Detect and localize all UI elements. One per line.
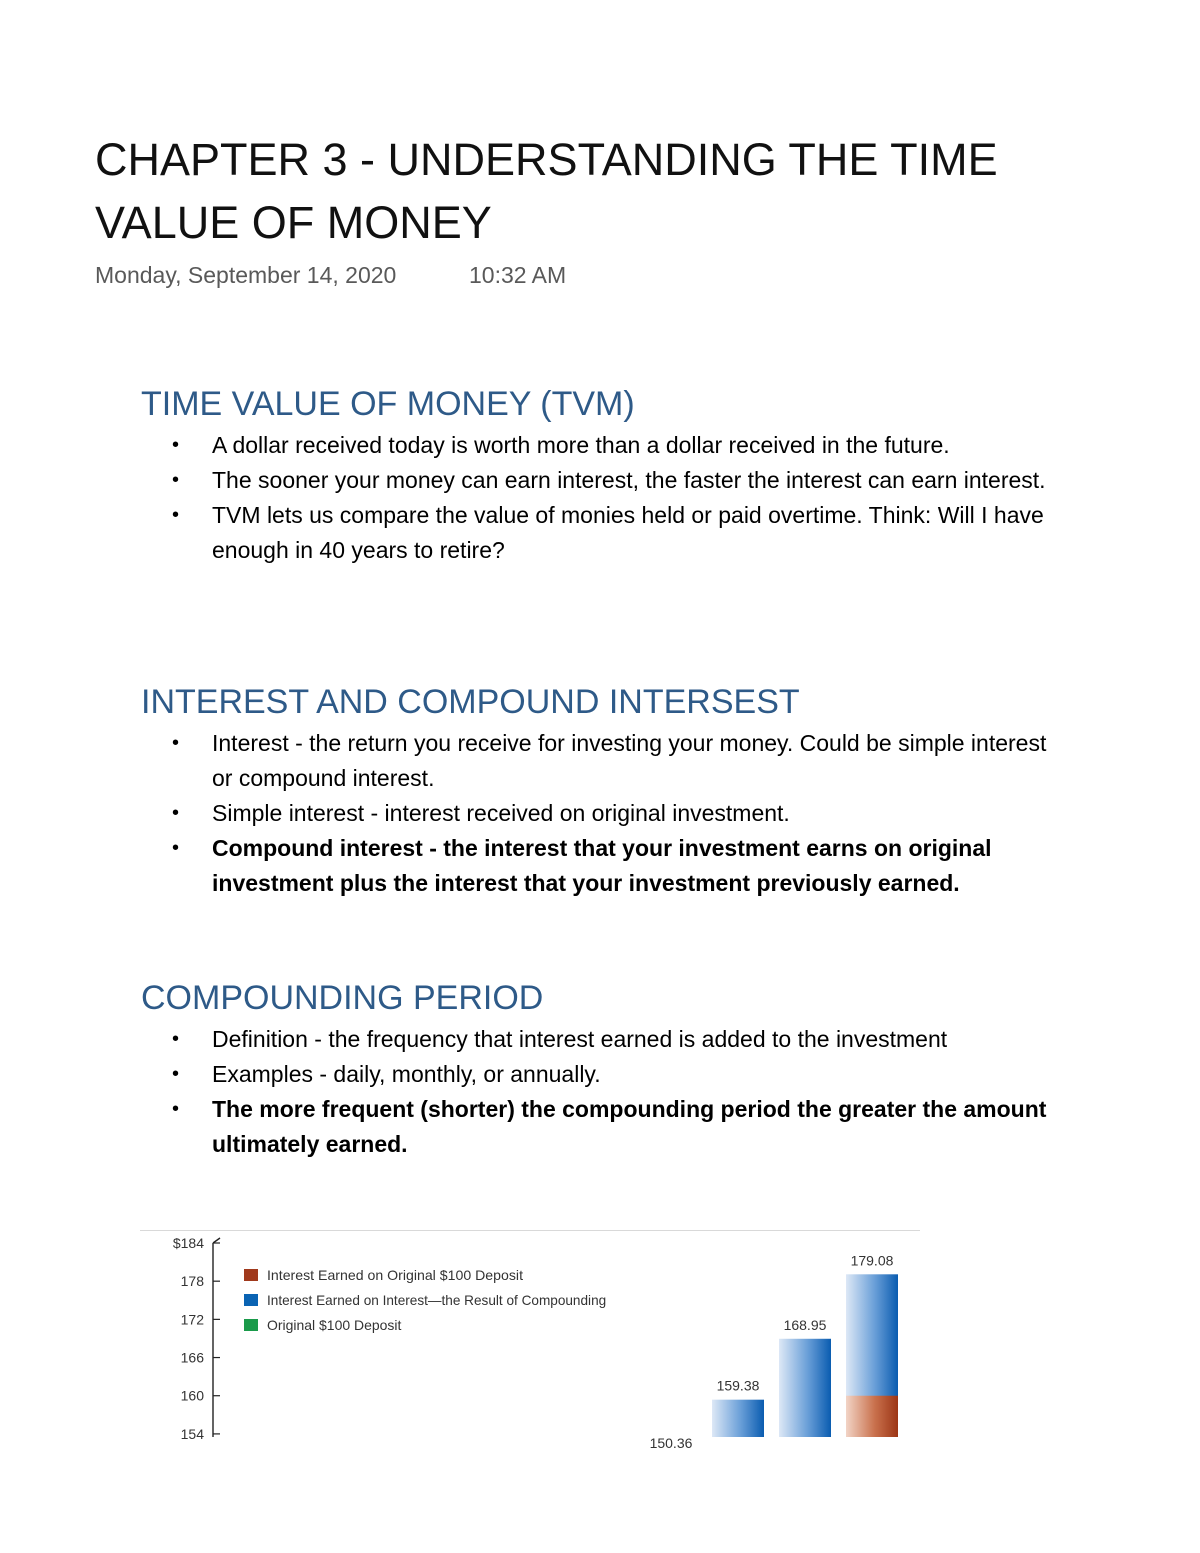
chart-svg <box>140 1231 920 1452</box>
list-item-text: Definition - the frequency that interest earned is added to the investment <box>212 1026 948 1052</box>
y-tick-label: 160 <box>180 1387 204 1404</box>
list-item <box>168 428 1048 463</box>
legend-swatch <box>244 1294 258 1306</box>
list-item-text: Compound interest - the interest that your investment earns on original investment plus the interest that your investment previously earned. <box>212 835 992 896</box>
legend-label: Interest Earned on Interest—the Result of Compounding <box>267 1292 607 1308</box>
y-tick-label: $184 <box>172 1235 204 1251</box>
bar-original-interest <box>846 1396 898 1437</box>
bullet-list-tvm <box>168 428 1048 568</box>
bar-value-label: 150.36 <box>649 1435 693 1452</box>
list-item <box>168 726 1048 796</box>
list-item-text: The more frequent (shorter) the compounding period the greater the amount ultimately earned. <box>212 1096 1047 1157</box>
list-item <box>168 463 1048 498</box>
bullet-glyph: • <box>172 1063 180 1085</box>
y-tick-label: 154 <box>180 1425 204 1442</box>
note-time: 10:32 AM <box>469 262 567 288</box>
legend-label: Original $100 Deposit <box>267 1317 402 1333</box>
bar-compound-interest <box>779 1339 831 1437</box>
list-item <box>168 1057 1048 1092</box>
y-tick-label: 166 <box>180 1349 204 1366</box>
y-axis-cap <box>213 1238 220 1243</box>
list-item-text: Simple interest - interest received on original investment. <box>212 800 790 826</box>
bar-value-label: 168.95 <box>783 1316 827 1333</box>
list-item <box>168 1092 1048 1162</box>
list-item <box>168 831 1048 901</box>
bar-compound-interest <box>712 1400 764 1437</box>
bullet-list-compounding <box>168 1022 1048 1162</box>
list-item-text: Interest - the return you receive for investing your money. Could be simple interest or compound interest. <box>212 730 1047 791</box>
bar-value-label: 159.38 <box>716 1377 760 1394</box>
list-item <box>168 498 1048 568</box>
bullet-glyph: • <box>172 837 180 859</box>
list-item-text: TVM lets us compare the value of monies held or paid overtime. Think: Will I have enough in 40 years to retire? <box>212 502 1044 563</box>
y-tick-label: 172 <box>180 1311 204 1328</box>
bullet-glyph: • <box>172 434 180 456</box>
y-tick-label: 178 <box>180 1273 204 1290</box>
note-date: Monday, September 14, 2020 <box>95 262 397 288</box>
legend-swatch <box>244 1269 258 1281</box>
bullet-glyph: • <box>172 1098 180 1120</box>
bar-value-label: 179.08 <box>850 1252 894 1269</box>
bullet-glyph: • <box>172 504 180 526</box>
bullet-glyph: • <box>172 1028 180 1050</box>
section-heading-interest: INTEREST AND COMPOUND INTERSEST <box>141 683 800 721</box>
list-item-text: A dollar received today is worth more than a dollar received in the future. <box>212 432 950 458</box>
section-heading-tvm: TIME VALUE OF MONEY (TVM) <box>141 385 635 423</box>
list-item <box>168 1022 1048 1057</box>
legend-label: Interest Earned on Original $100 Deposit <box>267 1267 524 1283</box>
bullet-glyph: • <box>172 802 180 824</box>
list-item-text: Examples - daily, monthly, or annually. <box>212 1061 601 1087</box>
page-title: CHAPTER 3 - UNDERSTANDING THE TIME VALUE OF MONEY <box>95 134 998 248</box>
compounding-chart <box>140 1230 920 1452</box>
bullet-glyph: • <box>172 469 180 491</box>
bullet-glyph: • <box>172 732 180 754</box>
bullet-list-interest <box>168 726 1048 901</box>
list-item <box>168 796 1048 831</box>
section-heading-compounding: COMPOUNDING PERIOD <box>141 979 544 1017</box>
list-item-text: The sooner your money can earn interest, the faster the interest can earn interest. <box>212 467 1046 493</box>
legend-swatch <box>244 1319 258 1331</box>
